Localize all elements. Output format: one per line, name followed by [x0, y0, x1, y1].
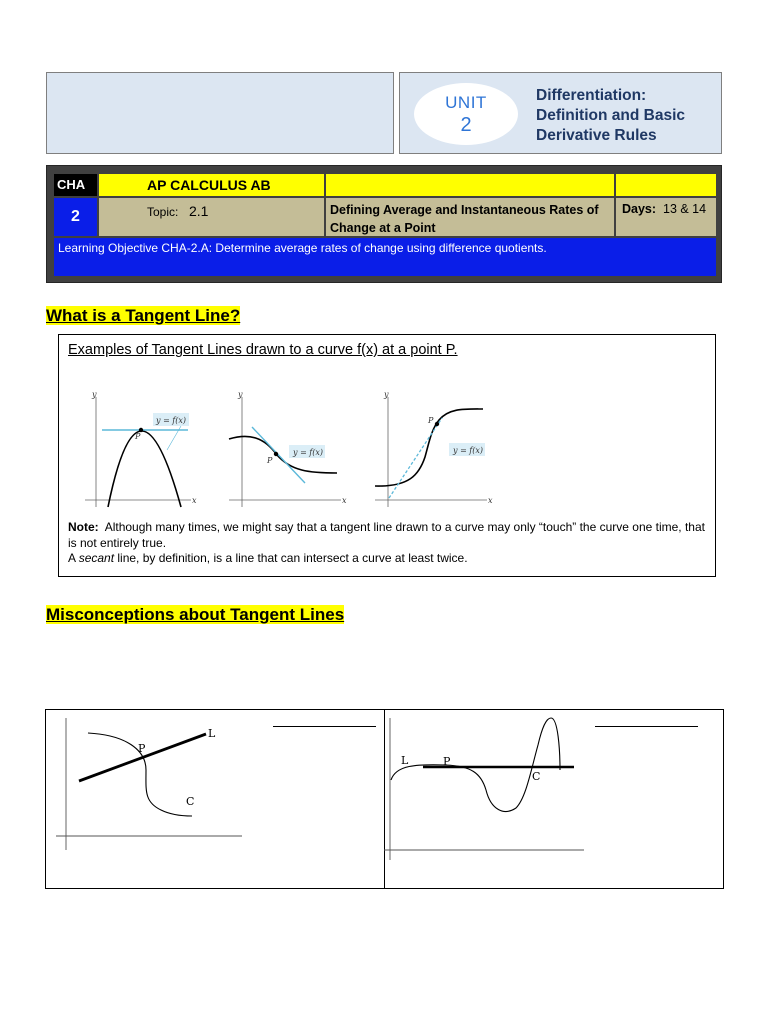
- days-cell: [616, 198, 716, 236]
- cha-number: 2: [54, 198, 97, 236]
- example-graph-1: [85, 390, 197, 507]
- misconception-figure-right: [384, 718, 584, 860]
- left-fig-line-label: L: [208, 727, 216, 740]
- right-fig-curve: [391, 718, 560, 811]
- tangent-examples-box: [58, 334, 716, 577]
- tangent-section-title: [46, 306, 240, 326]
- header-left-box: [46, 72, 394, 154]
- graph2-y-label: y: [238, 390, 243, 399]
- example-graph-3: [375, 390, 493, 507]
- unit-title: Differentiation: Definition and Basic Derivative Rules: [536, 87, 685, 144]
- header-cell-empty: [326, 174, 614, 196]
- example-graph-2: [229, 390, 347, 507]
- graph3-curve-label: y = f(x): [453, 446, 484, 455]
- misconceptions-title: [46, 605, 344, 625]
- topic-cell: [99, 198, 324, 236]
- misconceptions-figures-box: [45, 709, 724, 889]
- course-info-table: [46, 165, 722, 283]
- misconceptions-title-text: Misconceptions about Tangent Lines: [46, 605, 345, 624]
- course-name: AP CALCULUS AB: [99, 174, 324, 196]
- graph2-point: [274, 452, 278, 456]
- cha-label: CHA: [54, 174, 97, 196]
- right-fig-point-label: P: [443, 755, 451, 768]
- topic-label: Topic:: [147, 205, 179, 219]
- header-unit-box: [399, 72, 722, 154]
- graph3-y-label: y: [384, 390, 389, 399]
- days-label: Days:: [622, 202, 657, 216]
- graph3-tangent-line: [389, 418, 442, 498]
- unit-word: UNIT: [445, 93, 487, 112]
- misconception-figures: [46, 710, 725, 890]
- right-fig-curve-label: C: [532, 770, 541, 783]
- unit-badge: [414, 83, 518, 145]
- graph1-x-label: x: [192, 496, 197, 505]
- topic-title: Defining Average and Instantaneous Rates of Change at a Point: [326, 198, 614, 236]
- secant-post: line, by definition, is a line that can intersect a curve at least twice.: [114, 551, 468, 565]
- tangent-section-title-text: What is a Tangent Line?: [46, 306, 241, 325]
- graph1-curve-label: y = f(x): [156, 416, 187, 425]
- graph2-curve-label: y = f(x): [293, 448, 324, 457]
- secant-word: secant: [78, 551, 115, 565]
- graph1-curve: [108, 431, 181, 507]
- secant-pre: A: [68, 551, 79, 565]
- graph3-point: [435, 422, 439, 426]
- graph1-point-label: P: [135, 432, 141, 441]
- graph1-y-label: y: [92, 390, 97, 399]
- examples-heading: Examples of Tangent Lines drawn to a curve f(x) at a point P.: [68, 342, 458, 358]
- learning-objective: Learning Objective CHA-2.A: Determine average rates of change using difference quotients.: [54, 238, 716, 276]
- note-label: Note:: [68, 520, 99, 534]
- graph2-x-label: x: [342, 496, 347, 505]
- days-value: 13 & 14: [663, 202, 707, 216]
- unit-number: 2: [460, 114, 472, 136]
- graph3-point-label: P: [428, 416, 434, 425]
- topic-number: 2.1: [189, 203, 209, 219]
- graph2-point-label: P: [267, 456, 273, 465]
- left-fig-point-label: P: [138, 742, 146, 755]
- misconception-figure-left: [56, 718, 242, 850]
- right-fig-line-label: L: [401, 754, 409, 767]
- note-text: Although many times, we might say that a tangent line drawn to a curve may only “touch” the curve one time, that is not entirely true.: [68, 520, 705, 550]
- tangent-note: [68, 520, 708, 567]
- header-cell-empty: [616, 174, 716, 196]
- graph3-x-label: x: [488, 496, 493, 505]
- left-fig-curve-label: C: [186, 795, 195, 808]
